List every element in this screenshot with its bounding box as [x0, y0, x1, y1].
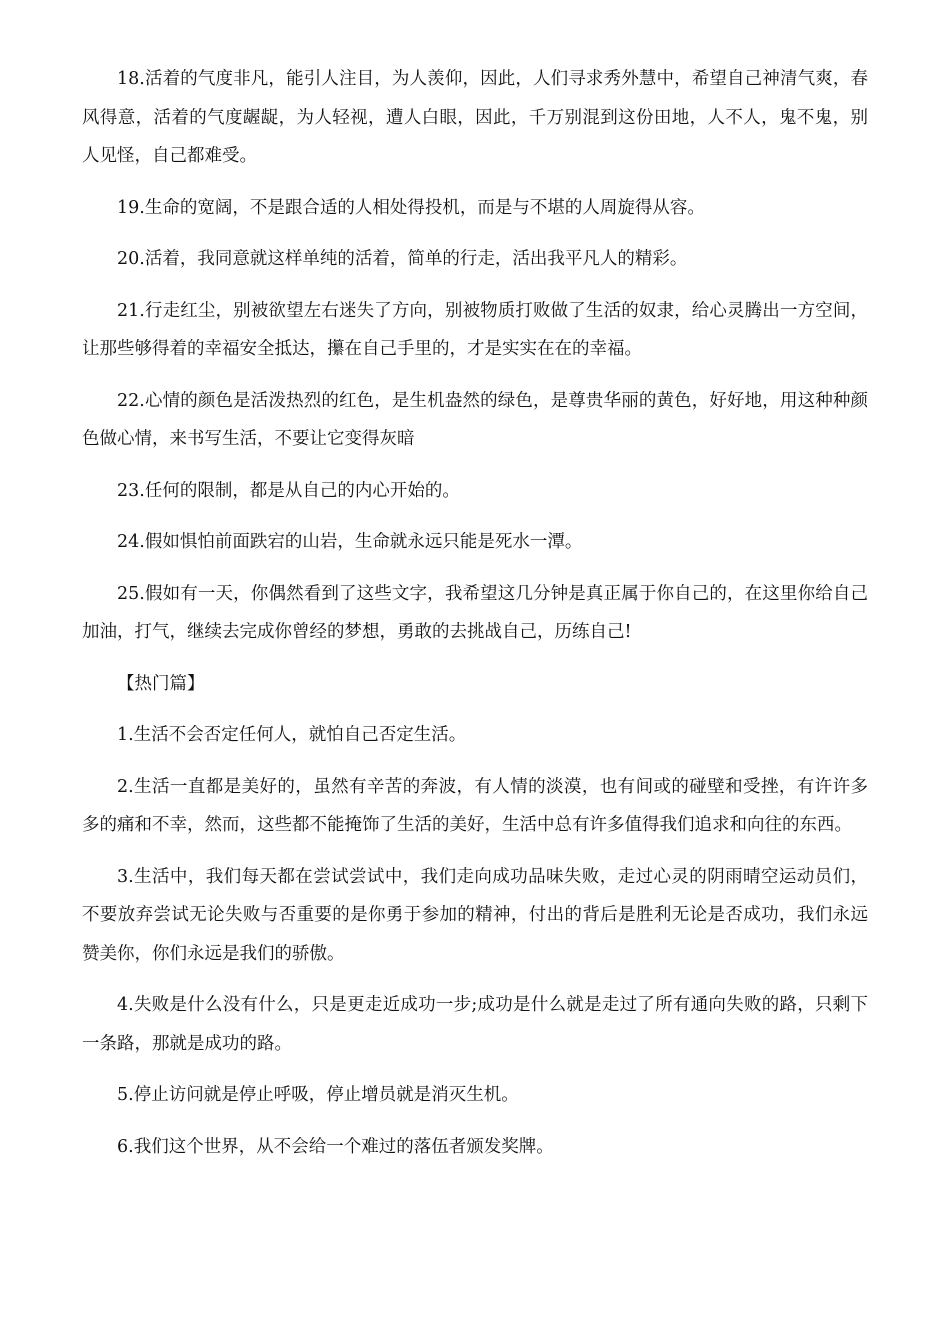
paragraph-19: 19.生命的宽阔，不是跟合适的人相处得投机，而是与不堪的人周旋得从容。: [117, 197, 705, 218]
paragraph-popular-2: 2.生活一直都是美好的，虽然有辛苦的奔波，有人情的淡漠，也有间或的碰壁和受挫，有许许多多的痛和不幸，然而，这些都不能掩饰了生活的美好，生活中总有许多值得我们追求和向往的东西。: [82, 776, 868, 835]
paragraph-popular-4: 4.失败是什么没有什么，只是更走近成功一步;成功是什么就是走过了所有通向失败的路，只剩下一条路，那就是成功的路。: [82, 995, 868, 1054]
paragraph-popular-1: 1.生活不会否定任何人，就怕自己否定生活。: [117, 725, 467, 745]
paragraph-21: 21.行走红尘，别被欲望左右迷失了方向，别被物质打败做了生活的奴隶，给心灵腾出一方空间，让那些够得着的幸福安全抵达，攥在自己手里的，才是实实在在的幸福。: [82, 300, 868, 359]
paragraph-popular-6: 6.我们这个世界，从不会给一个难过的落伍者颁发奖牌。: [117, 1136, 554, 1157]
paragraph-25: 25.假如有一天，你偶然看到了这些文字，我希望这几分钟是真正属于你自己的，在这里你给自己加油，打气，继续去完成你曾经的梦想，勇敢的去挑战自己，历练自己!: [82, 583, 868, 642]
paragraph-23: 23.任何的限制，都是从自己的内心开始的。: [117, 480, 460, 501]
paragraph-20: 20.活着，我同意就这样单纯的活着，简单的行走，活出我平凡人的精彩。: [117, 249, 688, 269]
document-page: [82, 60, 868, 1179]
section-heading-popular: 【热门篇】: [117, 673, 205, 694]
paragraph-popular-3: 3.生活中，我们每天都在尝试尝试中，我们走向成功品味失败，走过心灵的阴雨晴空运动员们，不要放弃尝试无论失败与否重要的是你勇于参加的精神，付出的背后是胜利无论是否成功，我们永远赞美你，你们永远是我们的骄傲。: [82, 866, 868, 964]
paragraph-18: 18.活着的气度非凡，能引人注目，为人羡仰，因此，人们寻求秀外慧中，希望自己神清气爽，春风得意，活着的气度龌龊，为人轻视，遭人白眼，因此，千万别混到这份田地，人不人，鬼不鬼，别人见怪，自己都难受。: [82, 69, 868, 166]
paragraph-24: 24.假如惧怕前面跌宕的山岩，生命就永远只能是死水一潭。: [117, 532, 583, 552]
paragraph-popular-5: 5.停止访问就是停止呼吸，停止增员就是消灭生机。: [117, 1085, 519, 1105]
paragraph-22: 22.心情的颜色是活泼热烈的红色，是生机盎然的绿色，是尊贵华丽的黄色，好好地，用这种种颜色做心情，来书写生活，不要让它变得灰暗: [82, 390, 868, 449]
